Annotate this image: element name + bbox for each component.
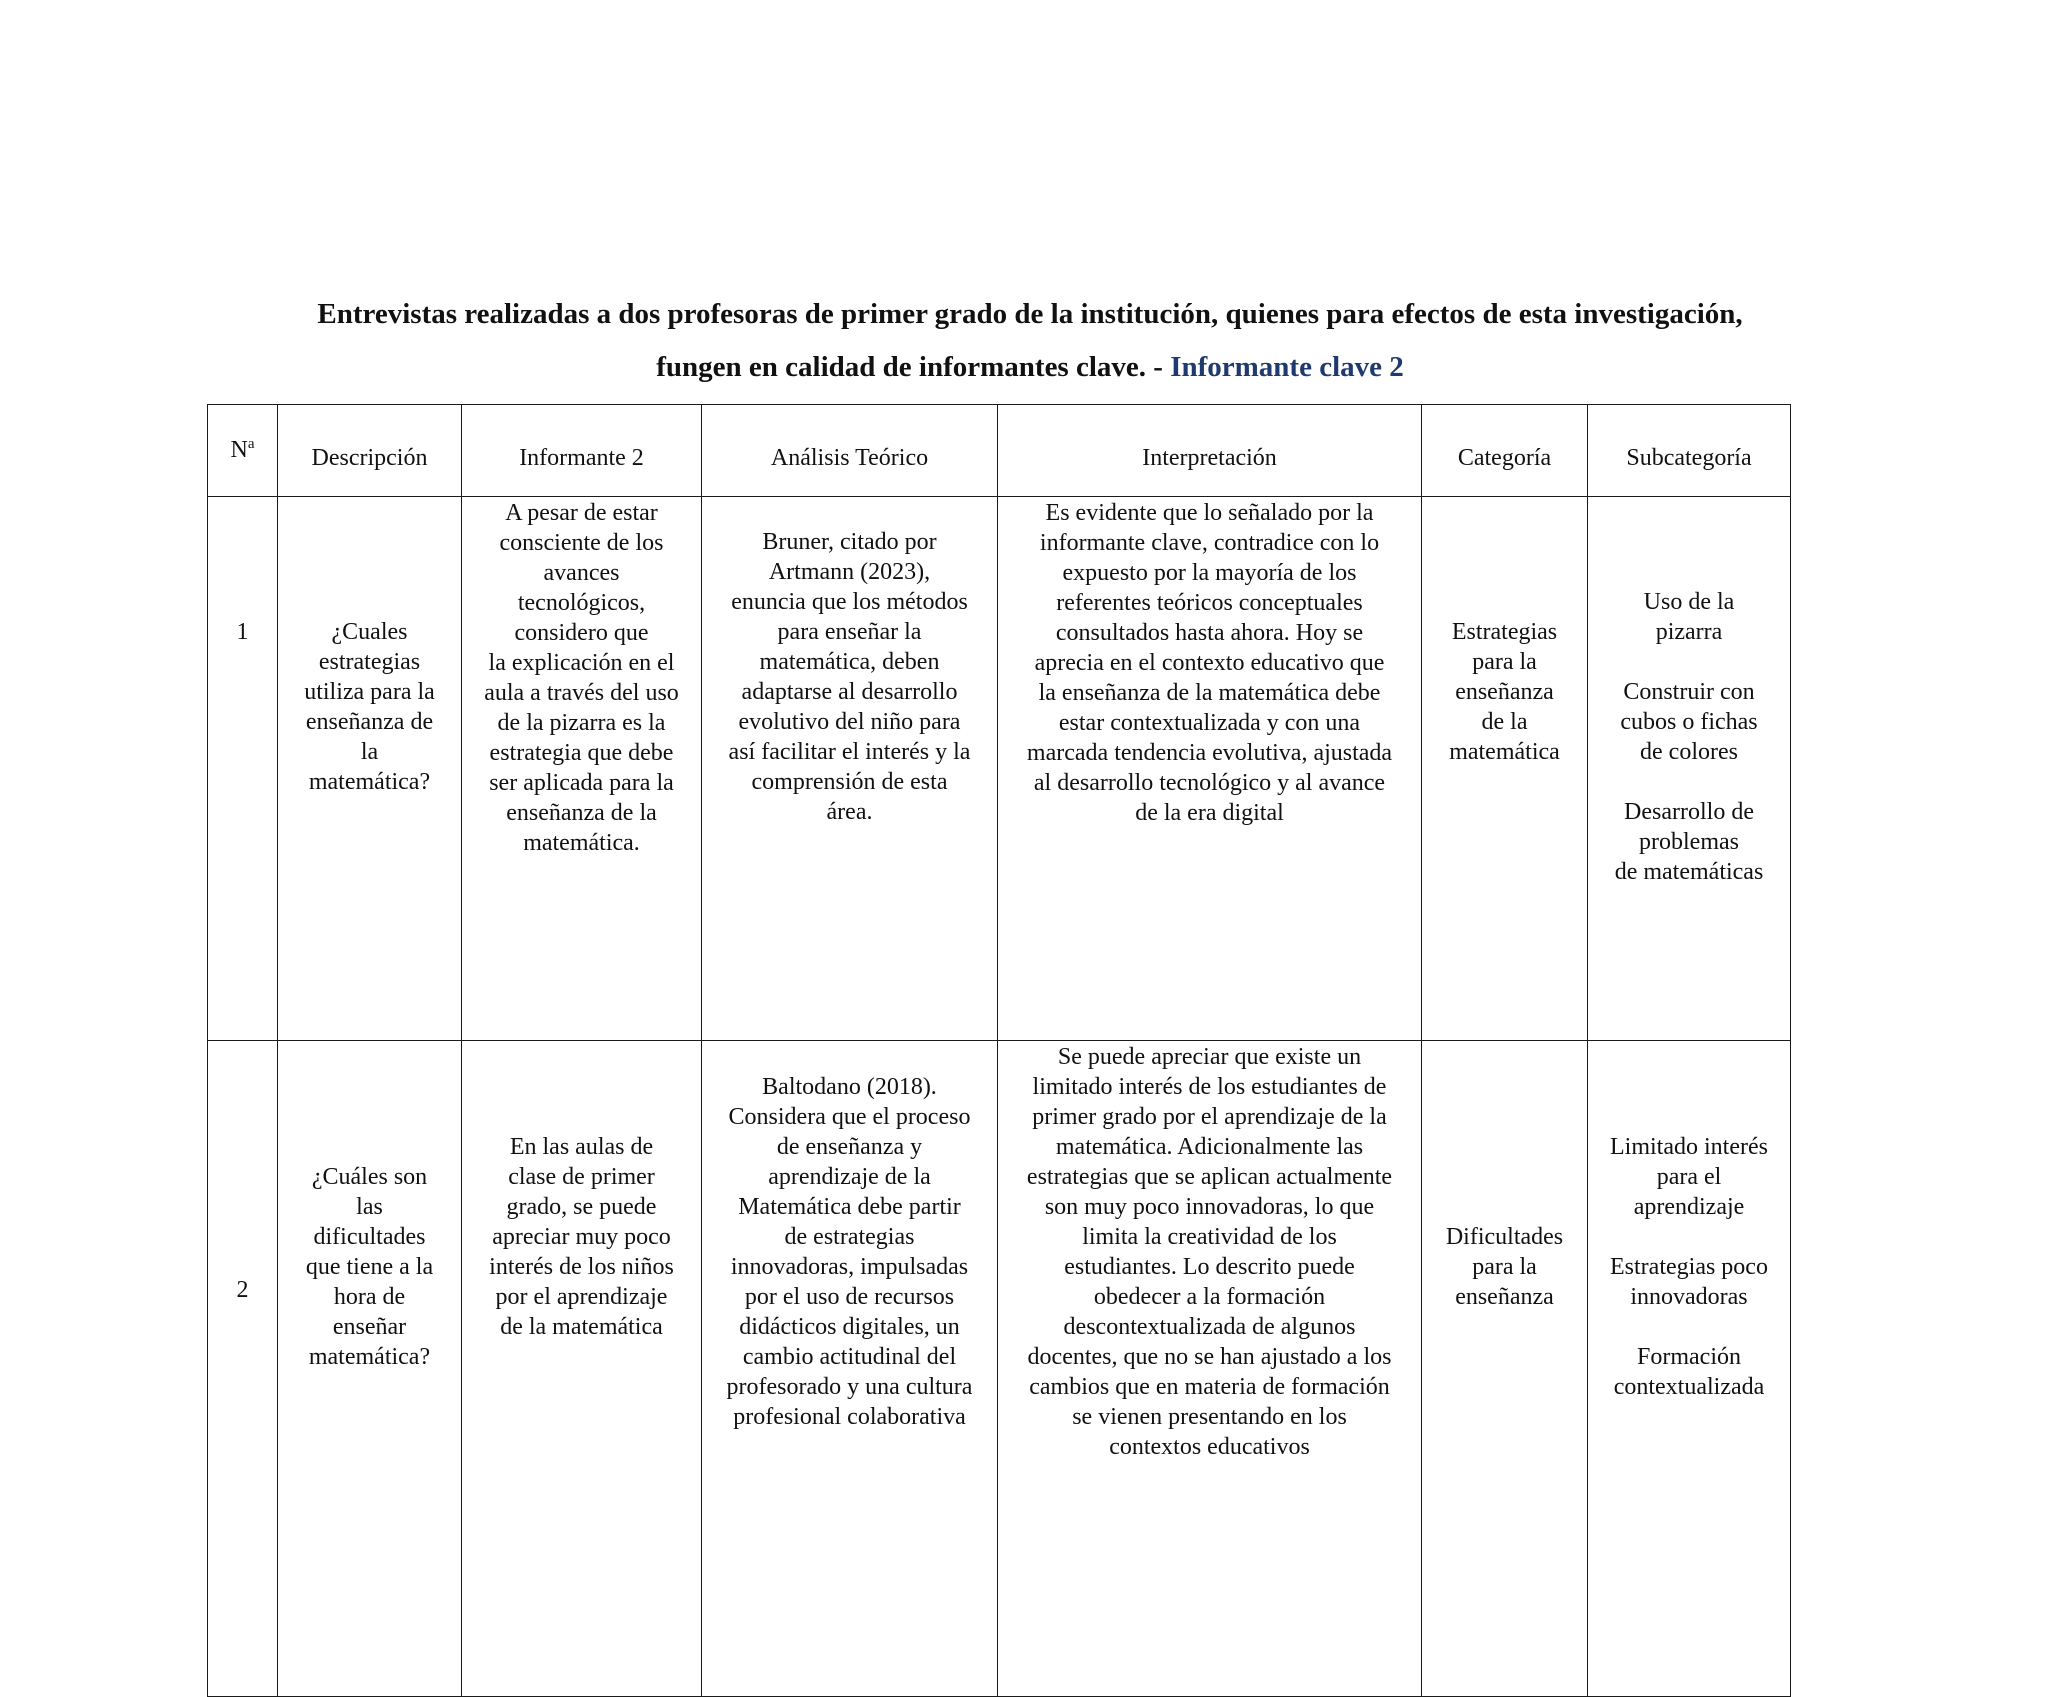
table-row: [208, 497, 1791, 1041]
row-categoria: Dificultades para la enseñanza: [1422, 1041, 1588, 1697]
header-analisis: Análisis Teórico: [702, 405, 998, 497]
informant-label: Informante clave 2: [1170, 351, 1404, 383]
row-informante: A pesar de estar consciente de los avances tecnológicos, considero que la explicación en el aula a través del uso de la pizarra es la estrategia que debe ser aplicada para la enseñanza de la matemática.: [462, 497, 702, 1041]
row-descripcion: ¿Cuales estrategias utiliza para la enseñanza de la matemática?: [278, 497, 462, 1041]
header-interpretacion: Interpretación: [998, 405, 1422, 497]
row-subcategoria: Uso de la pizarra Construir con cubos o fichas de colores Desarrollo de problemas de matemáticas: [1588, 497, 1791, 1041]
interview-table: [207, 404, 1791, 1697]
row-subcategoria: Limitado interés para el aprendizaje Estrategias poco innovadoras Formación contextualizada: [1588, 1041, 1791, 1697]
row-descripcion: ¿Cuáles son las dificultades que tiene a la hora de enseñar matemática?: [278, 1041, 462, 1697]
header-row: [208, 405, 1791, 497]
header-descripcion: Descripción: [278, 405, 462, 497]
header-num: $N^a$: [208, 405, 278, 497]
page-subtitle: [160, 349, 1900, 385]
row-interpretacion: Es evidente que lo señalado por la informante clave, contradice con lo expuesto por la mayoría de los referentes teóricos conceptuales consultados hasta ahora. Hoy se aprecia en el contexto educativo que la enseñanza de la matemática debe estar contextualizada y con una marcada tendencia evolutiva, ajustada al desarrollo tecnológico y al avance de la era digital: [998, 497, 1422, 1041]
row-categoria: Estrategias para la enseñanza de la matemática: [1422, 497, 1588, 1041]
row-num: 1: [208, 497, 278, 1041]
header-num-sup: a: [247, 436, 255, 452]
header-informante: Informante 2: [462, 405, 702, 497]
table-row: [208, 1041, 1791, 1697]
row-num: 2: [208, 1041, 278, 1697]
row-analisis: Baltodano (2018). Considera que el proceso de enseñanza y aprendizaje de la Matemática debe partir de estrategias innovadoras, impulsadas por el uso de recursos didácticos digitales, un cambio actitudinal del profesorado y una cultura profesional colaborativa: [702, 1041, 998, 1697]
page-title: [160, 296, 1900, 332]
row-interpretacion: Se puede apreciar que existe un limitado interés de los estudiantes de primer grado por el aprendizaje de la matemática. Adicionalmente las estrategias que se aplican actualmente son muy poco innovadoras, lo que limita la creatividad de los estudiantes. Lo descrito puede obedecer a la formación descontextualizada de algunos docentes, que no se han ajustado a los cambios que en materia de formación se vienen presentando en los contextos educativos: [998, 1041, 1422, 1697]
header-categoria: Categoría: [1422, 405, 1588, 497]
title-line-2: fungen en calidad de informantes clave. -: [656, 351, 1171, 383]
row-informante: En las aulas de clase de primer grado, se puede apreciar muy poco interés de los niños por el aprendizaje de la matemática: [462, 1041, 702, 1697]
title-line-1: Entrevistas realizadas a dos profesoras de primer grado de la institución, quienes para efectos de esta investigación,: [317, 298, 1743, 330]
header-subcategoria: Subcategoría: [1588, 405, 1791, 497]
row-analisis: Bruner, citado por Artmann (2023), enuncia que los métodos para enseñar la matemática, deben adaptarse al desarrollo evolutivo del niño para así facilitar el interés y la comprensión de esta área.: [702, 497, 998, 1041]
